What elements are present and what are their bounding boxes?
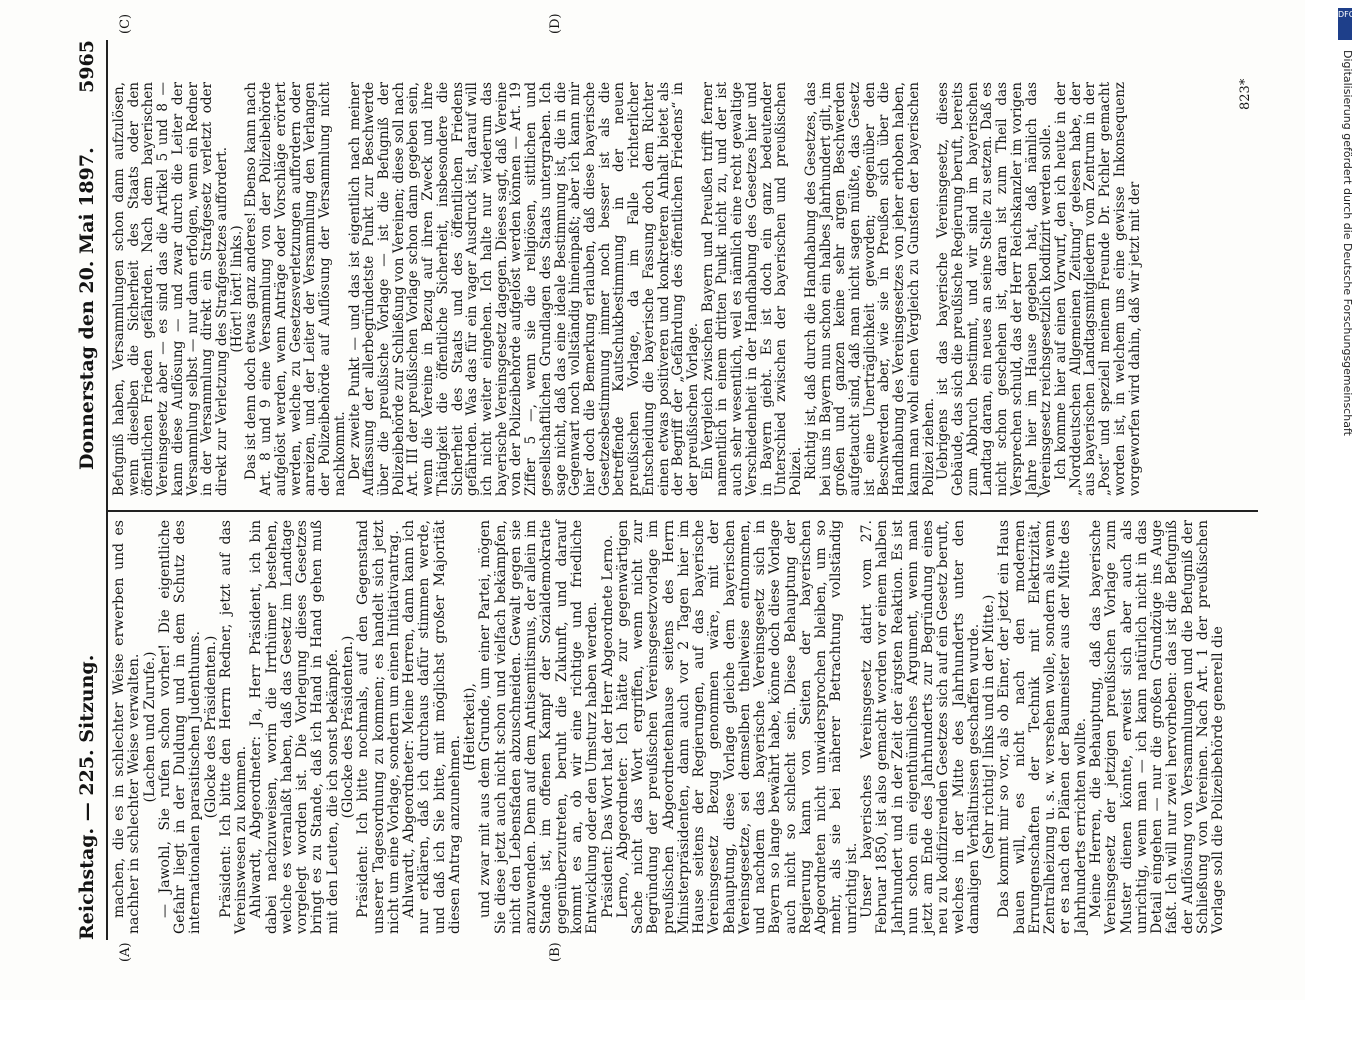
paragraph: Präsident: Das Wort hat der Herr Abgeordnete Lerno. <box>599 534 616 918</box>
column-divider <box>108 510 1258 512</box>
paragraph: Präsident: Ich bitte nochmals, auf den Gegenstand unserer Tagesordnung zu kommen; es handelt sich jetzt nicht um eine Vorlage, sondern um einen Initiativantrag. <box>355 520 402 934</box>
paragraph: Ahlwardt, Abgeordneter: Meine Herren, dann kann ich nur erklären, daß ich durchaus dafür stimmen werde, und daß ich Sie bitte, mit möglichst großer Majorität diesen Antrag anzunehmen. <box>401 520 463 934</box>
header-left: Reichstag. — 225. Sitzung. <box>76 654 98 940</box>
digitization-credit <box>1340 10 1354 1000</box>
margin-mark-b: (B) <box>548 942 563 962</box>
left-column <box>112 520 1226 934</box>
paragraph: Präsident: Ich bitte den Herrn Redner, jetzt auf das Vereinswesen zu kommen. <box>217 520 250 934</box>
paragraph: Unser bayerisches Vereinsgesetz datirt vom 27. Februar 1850, ist also gemacht worden vor einem halben Jahrhundert und in der Zeit der ärgsten Reaktion. Es ist nun schon ein eigenthümliches Argument, wenn man jetzt am Ende des Jahrhunderts zur Begründung eines neu zu kodifizirenden Gesetzes sich auf ein Gesetz beruft, welches in der Mitte des Jahrhunderts unter den damaligen Verhältnissen geschaffen wurde. <box>859 520 982 934</box>
stage-direction: (Sehr richtig! links und in der Mitte.) <box>981 594 998 860</box>
paragraph: Der zweite Punkt — und das ist eigentlich nach meiner Auffassung der allerbegründetste Punkt zur Beschwerde über die preußische Vorlage — ist die Befugniß der Polizeibehörde zur Schließung von Vereinen; diese soll nach Art. III der preußischen Vorlage schon dann gegeben sein, wenn die Vereine in Bezug auf ihren Zweck und ihre Thätigkeit die öffentliche Sicherheit, insbesondere die Sicherheit des Staats und des öffentlichen Friedens gefährden. Was das für ein vager Ausdruck ist, darauf will ich nicht weiter eingehen. Ich halte nur wiederum das bayerische Vereinsgesetz dagegen. Dieses sagt, daß Vereine von der Polizeibehörde aufgelöst werden können — Art. 19 Ziffer 5 —, wenn sie die religiösen, sittlichen und gesellschaftlichen Grundlagen des Staats untergraben. Ich sage nicht, daß das eine ideale Bestimmung ist, die in die Gegenwart noch vollständig hineinpaßt; aber ich kann mir hier doch die Bemerkung erlauben, daß diese bayerische Gesetzesbestimmung immer noch besser ist als die betreffende Kautschukbestimmung in der neuen preußischen Vorlage, da im Falle richterlicher Entscheidung die bayerische Fassung doch dem Richter einen etwas positiveren und konkreteren Anhalt bietet als der Begriff der „Gefährdung des öffentlichen Friedens“ in der preußischen Vorlage. <box>346 82 702 496</box>
paragraph: Das ist denn doch etwas ganz anderes! Ebenso kann nach Art. 8 und 9 eine Versammlung von der Polizeibehörde aufgelöst werden, wenn Anträge oder Vorschläge erörtert werden, welche zu Gesetzesverletzungen auffordern oder anreizen, und der Leiter der Versammlung den Verlangen der Polizeibehörde auf Auflösung der Versammlung nicht nachkommt. <box>243 82 348 496</box>
header-rule <box>106 40 108 940</box>
printer-signature: 823* <box>1238 78 1253 110</box>
paragraph: Meine Herren, die Behauptung, daß das bayerische Vereinsgesetz der jetzigen preußischen Vorlage zum Muster dienen könnte, erweist sich aber auch als unrichtig, wenn man — ich kann natürlich nicht in das Detail eingehen — nur die großen Grundzüge ins Auge faßt. Ich will nur zwei hervorheben: das ist die Befugniß der Auflösung von Versammlungen und die Befugniß der Schließung von Vereinen. Nach Art. 1 der preußischen Vorlage soll die Polizeibehörde generell die <box>1088 520 1227 934</box>
paragraph: und zwar mit aus dem Grunde, um einer Partei, mögen Sie diese jetzt auch nicht schon und vielfach bekämpfen, nicht den Lebensfaden abzuschneiden. Gewalt gegen sie anzuwenden. Denn auf dem Antisemitismus, der allein im Stande ist, im offenen Kampf der Sozialdemokratie gegenüberzutreten, beruht die Zukunft, und darauf kommt es an, ob wir eine richtige und friedliche Entwicklung oder den Umsturz haben werden. <box>477 520 601 934</box>
header-date: Donnerstag den 20. Mai 1897. <box>76 147 98 470</box>
paragraph: Richtig ist, daß durch die Handhabung des Gesetzes, das bei uns in Bayern nun schon ein halbes Jahrhundert gilt, im großen und ganzen keine sehr argen Beschwerden aufgetaucht sind, daß man nicht sagen müßte, das Gesetz ist eine Unerträglichkeit geworden; gegenüber den Beschwerden aber, wie sie in Preußen sich über die Handhabung des Vereinsgesetzes von jeher erhoben haben, kann man wohl einen Vergleich zu Gunsten der bayerischen Polizei ziehen. <box>802 82 937 496</box>
page-number: 5965 <box>76 40 98 93</box>
paragraph: Befugniß haben, Versammlungen schon dann aufzulösen, wenn dieselben die Sicherheit des Staats oder den öffentlichen Frieden gefährden. Nach dem bayerischen Vereinsgesetz aber — es sind das die Artikel 5 und 8 — kann diese Auflösung — und zwar durch die Leiter der Versammlung selbst — nur dann erfolgen, wenn ein Redner in der Versammlung direkt ein Strafgesetz verletzt oder direkt zur Verletzung des Strafgesetzes auffordert. <box>111 82 231 496</box>
stage-direction: (Glocke des Präsidenten.) <box>339 635 356 819</box>
paragraph: Das kommt mir so vor, als ob Einer, der jetzt ein Haus bauen will, es nicht nach den modernen Errungenschaften der Technik mit Elektrizität, Zentralheizung u. s. w. versehen wolle, sondern als wenn er es nach den Plänen der Baumeister aus der Mitte des Jahrhunderts errichten wollte. <box>996 520 1089 934</box>
paragraph: Ahlwardt, Abgeordneter: Ja, Herr Präsident, ich bin dabei nachzuweisen, worin die Irrthümer bestehen, welche es veranlaßt haben, daß das Gesetz im Landtage vorgelegt worden ist. Die Vorlegung dieses Gesetzes bringt es zu Stande, daß ich Hand in Hand gehen muß mit den Leuten, die ich sonst bekämpfe. <box>248 520 341 934</box>
margin-mark-a: (A) <box>118 942 133 962</box>
stage-direction: (Lachen und Zurufe.) <box>141 651 158 803</box>
margin-mark-c: (C) <box>118 13 133 34</box>
page-header <box>72 40 104 940</box>
dfg-logo: DFG <box>1338 8 1352 40</box>
stage-direction: (Hört! hört! links.) <box>228 225 245 353</box>
right-column <box>112 82 1142 496</box>
paragraph: Lerno, Abgeordneter: Ich hätte zur gegenwärtigen Sache nicht das Wort ergriffen, wenn nicht zur Begründung der preußischen Vereinsgesetzvorlage im preußischen Abgeordnetenhause seitens des Herrn Ministerpräsidenten, dann auch vor 2 Tagen hier im Hause seitens der Regierungen, auf das bayerische Vereinsgesetz Bezug genommen wäre, mit der Behauptung, diese Vorlage gleiche dem bayerischen Vereinsgesetze, sei demselben theilweise entnommen, und nachdem das bayerische Vereinsgesetz sich in Bayern so lange bewährt habe, könne doch diese Vorlage auch nicht so schlecht sein. Diese Behauptung der Regierung kann von Seiten der bayerischen Abgeordneten nicht unwidersprochen bleiben, um so mehr, als sie bei näherer Betrachtung vollständig unrichtig ist. <box>614 520 860 934</box>
paragraph: Uebrigens ist das bayerische Vereinsgesetz, dieses Gebäude, das sich die preußische Regierung beruft, bereits zum Abbruch bestimmt, und wir sind im bayerischen Landtag daran, ein neues an seine Stelle zu setzen. Daß es nicht schon geschehen ist, daran ist zum Theil das Versprechen schuld, das der Herr Reichskanzler im vorigen Jahre hier im Hause gegeben hat, daß nämlich das Vereinsgesetz reichsgesetzlich kodifizirt werden solle. <box>935 82 1055 496</box>
paragraph: Ein Vergleich zwischen Bayern und Preußen trifft ferner namentlich in einem dritten Punkt nicht zu, und der ist auch sehr wesentlich, weil es nämlich eine recht gewaltige Verschiedenheit in der Handhabung des Gesetzes hier und in Bayern giebt. Es ist doch ein ganz bedeutender Unterschied zwischen der bayerischen und preußischen Polizei. <box>699 82 805 496</box>
stage-direction: (Heiterkeit), <box>462 683 479 771</box>
margin-mark-d: (D) <box>548 13 563 34</box>
paragraph: Ich komme hier auf einen Vorwurf, den ich heute in der „Norddeutschen Allgemeinen Zeitung“ gelesen habe, der aus bayerischen Landtagsmitgliedern vom Zentrum in der „Post“ und speziell meinem Freunde Dr. Pichler gemacht worden ist, in welchem uns eine gewisse Inkonsequenz vorgeworfen wird dahin, daß wir jetzt mit der <box>1053 82 1143 496</box>
stage-direction: (Glocke des Präsidenten.) <box>202 635 219 819</box>
paragraph: machen, die es in schlechter Weise erwerben und es nachher in schlechter Weise verwalten. <box>111 520 143 934</box>
paragraph: — Jawohl, Sie rufen schon vorher! Die eigentliche Gefahr liegt in der Duldung und in dem Schutz des internationalen parasitischen Judenthums. <box>156 520 204 934</box>
credit-text: Digitalisierung gefördert durch die Deutsche Forschungsgemeinschaft <box>1341 50 1354 436</box>
